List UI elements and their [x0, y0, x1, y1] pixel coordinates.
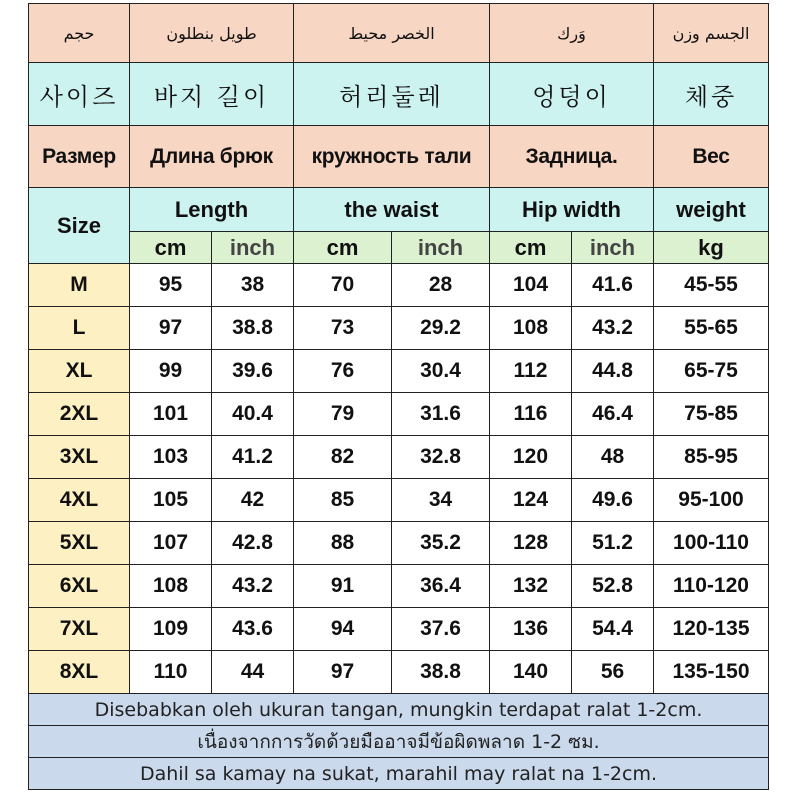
korean-hip-label: 엉덩이 — [490, 63, 654, 126]
hip-inch-cell: 52.8 — [572, 565, 654, 608]
length-column-header: Length — [130, 188, 294, 232]
waist-inch-cell: 28 — [392, 264, 490, 307]
hip-cm-cell: 116 — [490, 393, 572, 436]
weight-cell: 95-100 — [654, 479, 769, 522]
waist-inch-cell: 37.6 — [392, 608, 490, 651]
hip-cm-cell: 112 — [490, 350, 572, 393]
hip-cm-cell: 132 — [490, 565, 572, 608]
waist-cm-cell: 88 — [294, 522, 392, 565]
length-cm-cell: 105 — [130, 479, 212, 522]
size-cell: M — [29, 264, 130, 307]
weight-column-header: weight — [654, 188, 769, 232]
hip-inch-cell: 41.6 — [572, 264, 654, 307]
waist-cm-cell: 85 — [294, 479, 392, 522]
korean-length-label: 바지 길이 — [130, 63, 294, 126]
russian-weight-label: Вес — [654, 126, 769, 188]
length-cm-cell: 101 — [130, 393, 212, 436]
hip-cm-cell: 120 — [490, 436, 572, 479]
size-row — [29, 350, 769, 393]
weight-cell: 65-75 — [654, 350, 769, 393]
length-inch-cell: 44 — [212, 651, 294, 694]
note-row — [29, 726, 769, 758]
waist-inch-cell: 32.8 — [392, 436, 490, 479]
korean-header-row — [29, 63, 769, 126]
length-cm-cell: 110 — [130, 651, 212, 694]
waist-inch-unit: inch — [392, 232, 490, 264]
size-cell: 3XL — [29, 436, 130, 479]
waist-cm-cell: 94 — [294, 608, 392, 651]
weight-cell: 135-150 — [654, 651, 769, 694]
arabic-length-label: طويل بنطلون — [130, 4, 294, 63]
length-inch-unit: inch — [212, 232, 294, 264]
waist-cm-cell: 82 — [294, 436, 392, 479]
hip-inch-cell: 49.6 — [572, 479, 654, 522]
waist-cm-cell: 70 — [294, 264, 392, 307]
russian-hip-label: Задница. — [490, 126, 654, 188]
size-row — [29, 436, 769, 479]
length-cm-cell: 109 — [130, 608, 212, 651]
length-inch-cell: 40.4 — [212, 393, 294, 436]
hip-inch-cell: 51.2 — [572, 522, 654, 565]
size-row — [29, 393, 769, 436]
waist-inch-cell: 31.6 — [392, 393, 490, 436]
arabic-weight-label: الجسم وزن — [654, 4, 769, 63]
size-cell: XL — [29, 350, 130, 393]
size-row — [29, 608, 769, 651]
waist-column-header: the waist — [294, 188, 490, 232]
hip-cm-cell: 124 — [490, 479, 572, 522]
waist-inch-cell: 30.4 — [392, 350, 490, 393]
size-chart-table — [28, 3, 769, 790]
english-header-row — [29, 188, 769, 232]
weight-cell: 85-95 — [654, 436, 769, 479]
length-cm-cell: 99 — [130, 350, 212, 393]
size-cell: 7XL — [29, 608, 130, 651]
waist-cm-cell: 79 — [294, 393, 392, 436]
hip-cm-cell: 108 — [490, 307, 572, 350]
length-cm-cell: 95 — [130, 264, 212, 307]
hip-inch-unit: inch — [572, 232, 654, 264]
russian-waist-label: кружность тали — [294, 126, 490, 188]
size-row — [29, 522, 769, 565]
arabic-waist-label: الخصر محيط — [294, 4, 490, 63]
size-cell: 5XL — [29, 522, 130, 565]
length-inch-cell: 43.2 — [212, 565, 294, 608]
size-cell: 2XL — [29, 393, 130, 436]
size-row — [29, 565, 769, 608]
note-thai: เนื่องจากการวัดด้วยมืออาจมีข้อผิดพลาด 1-2 ซม. — [29, 726, 769, 758]
arabic-size-label: حجم — [29, 4, 130, 63]
korean-waist-label: 허리둘레 — [294, 63, 490, 126]
hip-inch-cell: 46.4 — [572, 393, 654, 436]
length-cm-cell: 97 — [130, 307, 212, 350]
note-row — [29, 758, 769, 790]
length-cm-cell: 108 — [130, 565, 212, 608]
hip-cm-cell: 140 — [490, 651, 572, 694]
size-row — [29, 307, 769, 350]
length-inch-cell: 38.8 — [212, 307, 294, 350]
weight-kg-unit: kg — [654, 232, 769, 264]
note-row — [29, 694, 769, 726]
size-cell: 4XL — [29, 479, 130, 522]
hip-cm-cell: 136 — [490, 608, 572, 651]
note-filipino: Dahil sa kamay na sukat, marahil may ralat na 1-2cm. — [29, 758, 769, 790]
note-malay: Disebabkan oleh ukuran tangan, mungkin terdapat ralat 1-2cm. — [29, 694, 769, 726]
waist-inch-cell: 36.4 — [392, 565, 490, 608]
size-row — [29, 651, 769, 694]
length-cm-cell: 103 — [130, 436, 212, 479]
size-column-header: Size — [29, 188, 130, 264]
length-inch-cell: 42 — [212, 479, 294, 522]
unit-row — [29, 232, 769, 264]
russian-size-label: Размер — [29, 126, 130, 188]
korean-size-label: 사이즈 — [29, 63, 130, 126]
waist-inch-cell: 34 — [392, 479, 490, 522]
weight-cell: 55-65 — [654, 307, 769, 350]
size-cell: 8XL — [29, 651, 130, 694]
size-row — [29, 479, 769, 522]
waist-cm-cell: 76 — [294, 350, 392, 393]
length-cm-unit: cm — [130, 232, 212, 264]
waist-inch-cell: 38.8 — [392, 651, 490, 694]
length-inch-cell: 41.2 — [212, 436, 294, 479]
hip-column-header: Hip width — [490, 188, 654, 232]
waist-cm-cell: 97 — [294, 651, 392, 694]
hip-cm-unit: cm — [490, 232, 572, 264]
hip-inch-cell: 54.4 — [572, 608, 654, 651]
weight-cell: 110-120 — [654, 565, 769, 608]
weight-cell: 45-55 — [654, 264, 769, 307]
hip-inch-cell: 56 — [572, 651, 654, 694]
hip-cm-cell: 104 — [490, 264, 572, 307]
size-cell: 6XL — [29, 565, 130, 608]
arabic-header-row — [29, 4, 769, 63]
waist-inch-cell: 29.2 — [392, 307, 490, 350]
arabic-hip-label: وَرك — [490, 4, 654, 63]
waist-inch-cell: 35.2 — [392, 522, 490, 565]
length-inch-cell: 39.6 — [212, 350, 294, 393]
hip-cm-cell: 128 — [490, 522, 572, 565]
size-data-rows — [29, 264, 769, 694]
weight-cell: 120-135 — [654, 608, 769, 651]
weight-cell: 75-85 — [654, 393, 769, 436]
russian-length-label: Длина брюк — [130, 126, 294, 188]
length-inch-cell: 38 — [212, 264, 294, 307]
size-row — [29, 264, 769, 307]
weight-cell: 100-110 — [654, 522, 769, 565]
length-cm-cell: 107 — [130, 522, 212, 565]
hip-inch-cell: 43.2 — [572, 307, 654, 350]
korean-weight-label: 체중 — [654, 63, 769, 126]
hip-inch-cell: 48 — [572, 436, 654, 479]
waist-cm-cell: 91 — [294, 565, 392, 608]
waist-cm-unit: cm — [294, 232, 392, 264]
waist-cm-cell: 73 — [294, 307, 392, 350]
length-inch-cell: 42.8 — [212, 522, 294, 565]
russian-header-row — [29, 126, 769, 188]
length-inch-cell: 43.6 — [212, 608, 294, 651]
size-cell: L — [29, 307, 130, 350]
hip-inch-cell: 44.8 — [572, 350, 654, 393]
